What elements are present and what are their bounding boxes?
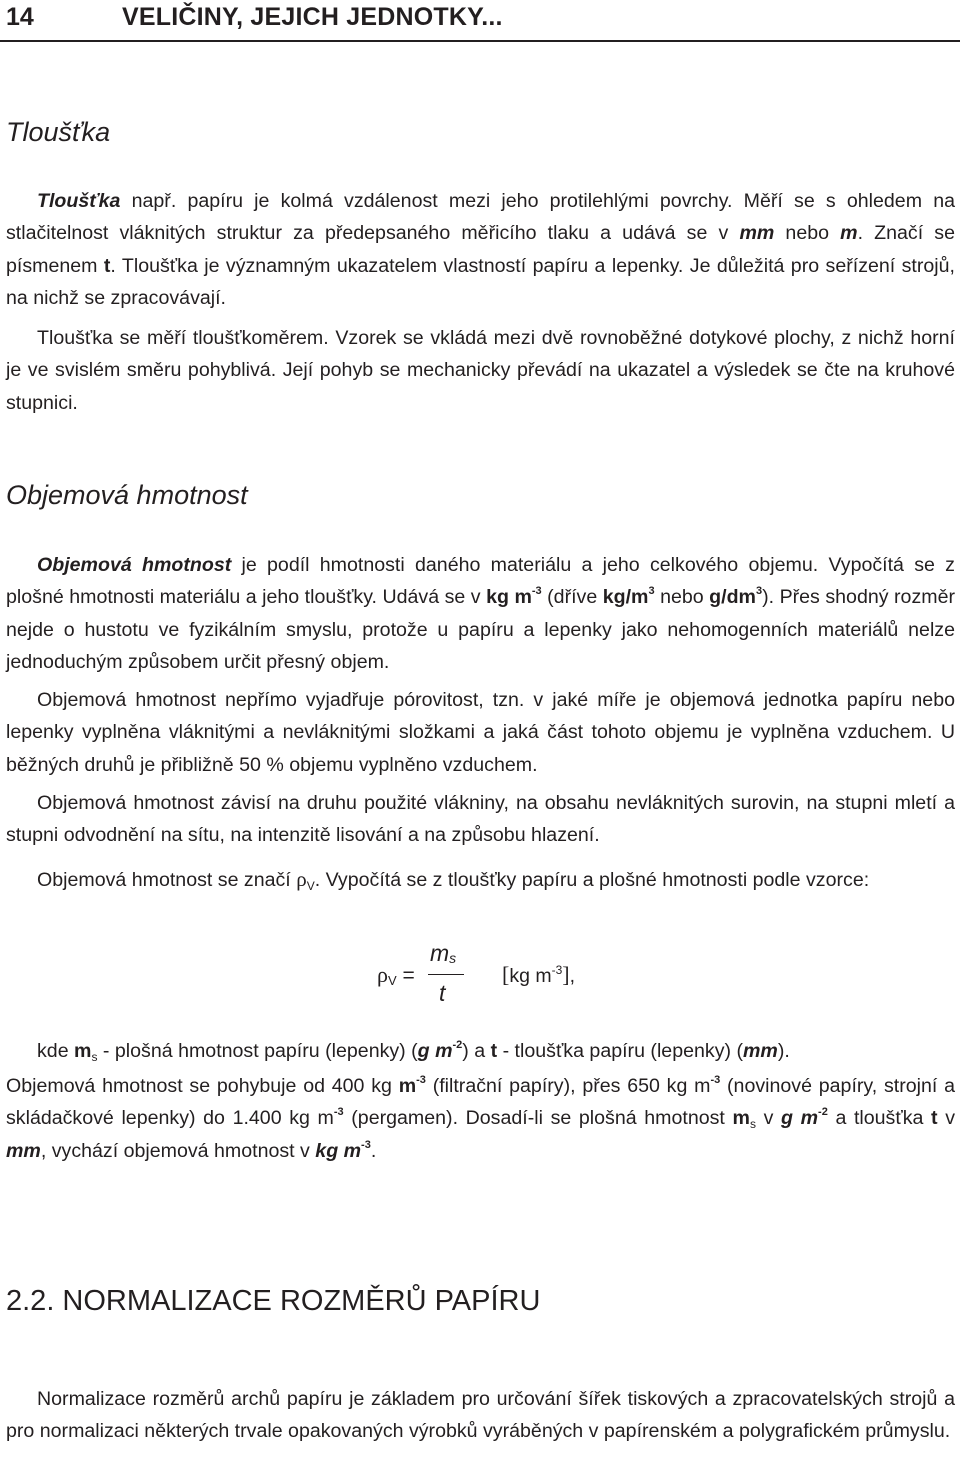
exponent: -3 xyxy=(710,1074,721,1086)
exponent: -2 xyxy=(452,1039,463,1051)
rho-symbol: ρ xyxy=(296,867,307,891)
rho-symbol: ρ xyxy=(377,962,388,987)
paragraph-density-definition xyxy=(6,549,955,678)
formula-numerator xyxy=(430,940,456,967)
formula-lhs xyxy=(377,962,415,988)
text: nebo xyxy=(654,586,710,609)
text: ). Přes shodný rozměr nejde o hustotu ve fyzikálním smyslu, protože u papíru a lepenky jako nehomogenních materiálů nelze jednoduchým způsobem určit přesný objem. xyxy=(6,586,955,673)
paragraph-density-factors: Objemová hmotnost závisí na druhu použité vlákniny, na obsahu nevláknitých surovin, na stupni mletí a stupni odvodnění na sítu, na intenzitě lisování a na způsobu hlazení. xyxy=(6,792,955,847)
formula-denominator: t xyxy=(439,980,446,1006)
bracket: ] xyxy=(562,962,570,987)
text: ) a xyxy=(462,1040,491,1062)
text: nebo xyxy=(774,222,841,245)
text: v xyxy=(937,1107,955,1130)
unit-kg-m3: kg m xyxy=(315,1139,362,1162)
text: m xyxy=(430,940,450,966)
term-apparent-density: Objemová hmotnost xyxy=(37,554,232,576)
running-header xyxy=(0,0,960,38)
text: (novinové papíry, strojní a skládačkové lepenky) do 1.400 kg m xyxy=(6,1075,956,1130)
text: kg m xyxy=(509,965,552,987)
text: a tloušťka xyxy=(827,1107,932,1130)
chapter-title: VELIČINY, JEJICH JEDNOTKY... xyxy=(122,3,503,31)
exponent: -3 xyxy=(531,585,542,598)
unit-mm: mm xyxy=(6,1139,41,1162)
text: . Značí se písmenem xyxy=(6,222,955,277)
header-rule xyxy=(0,40,960,42)
paragraph-thickness-measurement: Tloušťka se měří tloušťkoměrem. Vzorek se vkládá mezi dvě rovnoběžné dotykové plochy, z nichž horní je ve svislém směru pohyblivá. Její pohyb se mechanicky převádí na ukazatel a výsledek se čte na kruhové stupnici. xyxy=(6,327,955,414)
unit-m3: m xyxy=(398,1075,417,1097)
formula-unit xyxy=(502,962,575,988)
exponent: -3 xyxy=(361,1138,371,1151)
subscript: s xyxy=(91,1050,98,1064)
subscript: s xyxy=(449,950,457,966)
subscript: V xyxy=(306,879,315,893)
fraction-bar xyxy=(428,974,464,975)
exponent: 3 xyxy=(755,585,763,598)
text: např. papíru je kolmá vzdálenost mezi jeho protilehlými povrchy. Měří se s ohledem na stlačitelnost vláknitých struktur za předepsaného měřicího tlaku a udává se v xyxy=(6,190,955,245)
unit-mm: mm xyxy=(742,1040,778,1062)
term-thickness: Tloušťka xyxy=(37,190,121,212)
text: ). xyxy=(777,1040,790,1062)
paragraph-normalization: Normalizace rozměrů archů papíru je základem pro určování šířek tiskových a zpracovatelských strojů a pro normalizaci některých trvale opakovaných výrobků vyráběných v papírenském a polygrafickém průmyslu. xyxy=(6,1388,955,1443)
text: . Tloušťka je významným ukazatelem vlastností papíru a lepenky. Je důležitá pro seřízení strojů, na nichž se zpracovávají. xyxy=(6,254,955,309)
exponent: -2 xyxy=(818,1106,828,1119)
symbol-t: t xyxy=(103,254,111,277)
text: . Vypočítá se z tloušťky papíru a plošné hmotnosti podle vzorce: xyxy=(314,869,870,891)
paragraph-density-symbol xyxy=(6,863,955,896)
equals-sign: = xyxy=(396,964,415,987)
text: , xyxy=(569,965,576,987)
text: Objemová hmotnost se pohybuje od 400 kg xyxy=(6,1075,399,1097)
page-number: 14 xyxy=(6,3,34,31)
exponent: 3 xyxy=(648,585,655,598)
unit-g-m2: g m xyxy=(417,1040,453,1062)
paragraph-thickness-definition xyxy=(6,185,955,314)
exponent: -3 xyxy=(551,963,563,977)
text: (dříve xyxy=(541,586,603,609)
exponent: -3 xyxy=(333,1106,344,1119)
symbol-ms: m xyxy=(74,1040,92,1062)
subscript: s xyxy=(749,1117,756,1132)
symbol-t: t xyxy=(931,1107,938,1130)
text: (pergamen). Dosadí-li se plošná hmotnost xyxy=(343,1107,733,1130)
exponent: -3 xyxy=(416,1074,426,1086)
text: Objemová hmotnost se značí xyxy=(37,869,297,891)
density-formula xyxy=(370,942,630,1014)
subscript: V xyxy=(387,973,397,988)
heading-thickness: Tloušťka xyxy=(6,117,111,147)
paragraph-density-porosity: Objemová hmotnost nepřímo vyjadřuje pórovitost, tzn. v jaké míře je objemová jednotka papíru nebo lepenky vyplněna vláknitými a nevláknitými složkami a jaká část tohoto objemu je vyplněna vzduchem. U běžných druhů je přibližně 50 % objemu vyplněno vzduchem. xyxy=(6,689,955,776)
unit-kg-per-m3: kg/m xyxy=(602,586,649,609)
unit-g-per-dm3: g/dm xyxy=(709,586,756,609)
symbol-t: t xyxy=(490,1040,498,1062)
heading-section-2-2: 2.2. NORMALIZACE ROZMĚRŮ PAPÍRU xyxy=(6,1285,541,1317)
unit-mm: mm xyxy=(739,222,775,245)
symbol-ms: m xyxy=(732,1107,750,1130)
text: , vychází objemová hmotnost v xyxy=(40,1139,316,1162)
paragraph-formula-legend xyxy=(6,1035,955,1067)
text: v xyxy=(755,1107,781,1130)
text: - tloušťka papíru (lepenky) ( xyxy=(497,1040,743,1062)
heading-apparent-density: Objemová hmotnost xyxy=(6,480,248,510)
text: (filtrační papíry), přes 650 kg m xyxy=(425,1075,711,1097)
unit-m: m xyxy=(840,222,858,245)
text: - plošná hmotnost papíru (lepenky) ( xyxy=(97,1040,418,1062)
text: je podíl hmotnosti daného materiálu a jeho celkového objemu. Vypočítá se z plošné hmotnosti materiálu a jeho tloušťky. Udává se v xyxy=(6,554,955,609)
unit-kg-m3: kg m xyxy=(486,586,532,609)
bracket: [ xyxy=(502,962,510,987)
paragraph-density-range xyxy=(6,1070,955,1167)
text: kde xyxy=(37,1040,75,1062)
unit-g-m2: g m xyxy=(781,1107,819,1130)
text: . xyxy=(370,1139,377,1162)
